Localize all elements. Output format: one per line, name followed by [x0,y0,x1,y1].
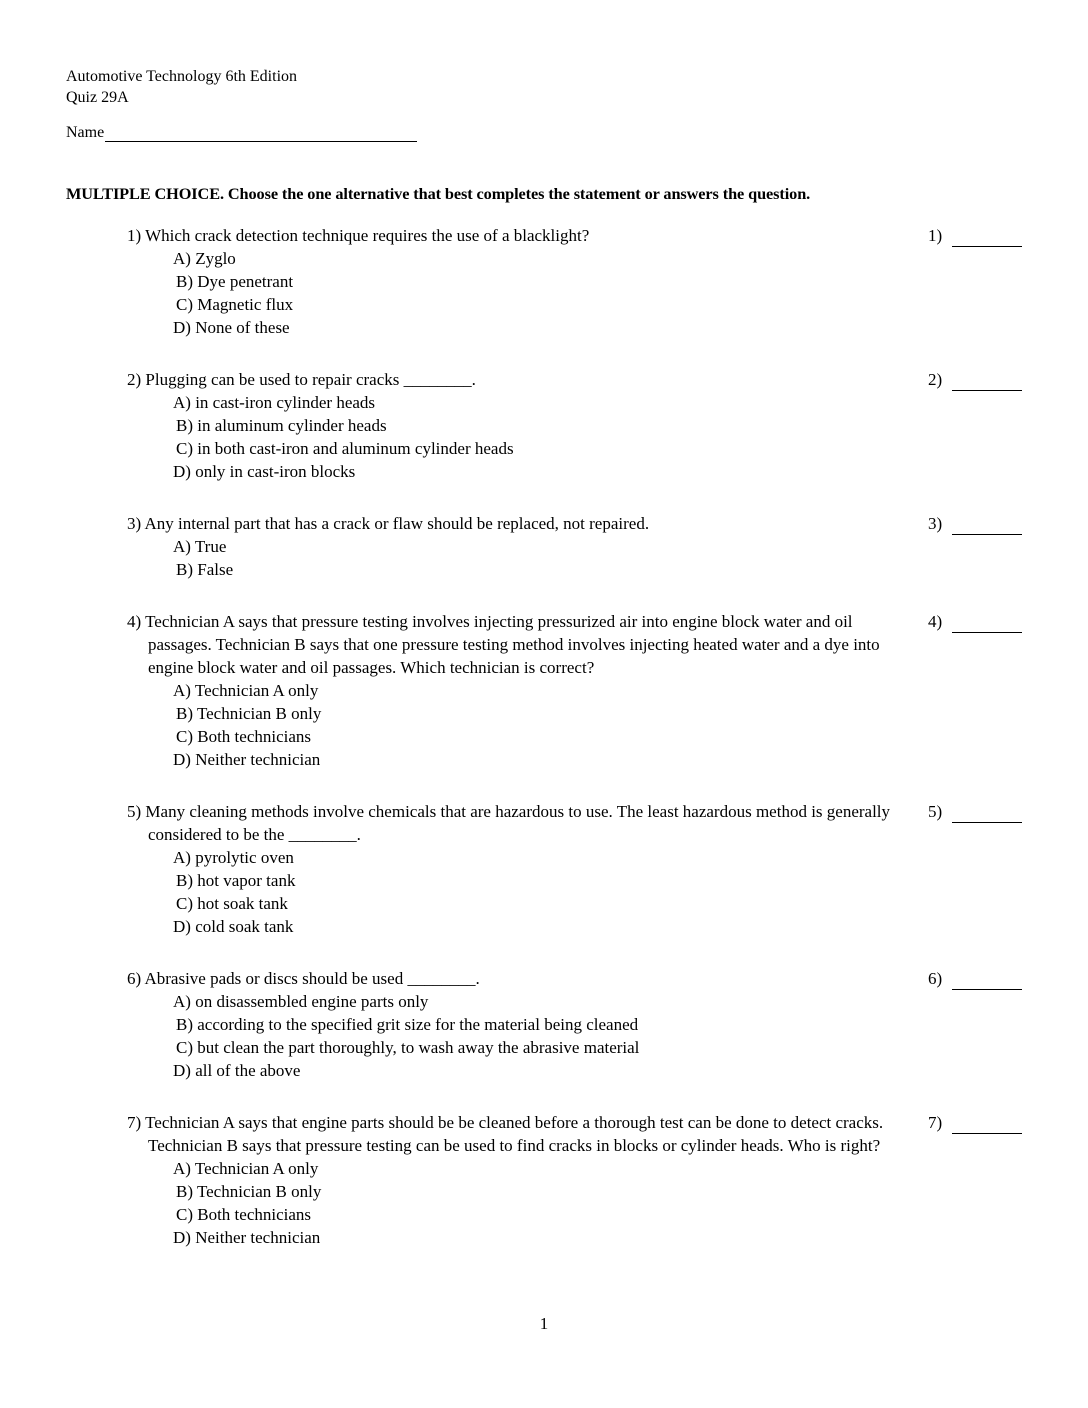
answer-number: 2) [928,370,943,389]
answer-blank-line [952,972,1022,990]
question-2 [127,368,917,483]
choice-list [127,1157,917,1249]
choice-c: C) in both cast-iron and aluminum cylinder heads [176,439,514,458]
answer-blank-line [952,805,1022,823]
book-title: Automotive Technology 6th Edition [66,68,298,85]
choice-c: C) but clean the part thoroughly, to wash away the abrasive material [176,1038,640,1057]
question-6 [127,967,917,1082]
choice-b: B) hot vapor tank [176,871,296,890]
choice-list [127,247,917,339]
quiz-title: Quiz 29A [66,89,129,106]
answer-slot-3 [928,512,1022,535]
choice-c: C) Both technicians [176,727,312,746]
choice-d: D) Neither technician [173,1228,321,1247]
answer-number: 4) [928,612,943,631]
answer-blank-line [952,229,1022,247]
answer-number: 3) [928,514,943,533]
choice-list [127,391,917,483]
choice-c: C) Magnetic flux [176,295,294,314]
choice-d: D) only in cast-iron blocks [173,462,356,481]
question-3 [127,512,917,581]
choice-a: A) True [173,537,227,556]
question-5 [127,800,917,938]
question-1 [127,224,917,339]
question-stem: 5) Many cleaning methods involve chemicals that are hazardous to use. The least hazardous method is generally considered to be the ________. [127,802,891,844]
choice-list [127,846,917,938]
choice-a: A) Technician A only [173,1159,319,1178]
choice-a: A) in cast-iron cylinder heads [173,393,376,412]
choice-c: C) Both technicians [176,1205,312,1224]
answer-number: 5) [928,802,943,821]
choice-d: D) None of these [173,318,290,337]
choice-list [127,535,917,581]
choice-b: B) in aluminum cylinder heads [176,416,387,435]
answer-slot-1 [928,224,1022,247]
choice-c: C) hot soak tank [176,894,288,913]
choice-d: D) all of the above [173,1061,301,1080]
choice-list [127,679,917,771]
answer-number: 6) [928,969,943,988]
question-stem: 6) Abrasive pads or discs should be used ________. [127,969,480,988]
choice-a: A) Technician A only [173,681,319,700]
question-stem: 4) Technician A says that pressure testing involves injecting pressurized air into engine block water and oil passages. Technician B says that one pressure testing method involves injecting heated water and a dye into engine block water and oil passages. Which technician is correct? [127,612,880,677]
answer-slot-6 [928,967,1022,990]
choice-b: B) Technician B only [176,704,322,723]
answer-blank-line [952,517,1022,535]
choice-a: A) pyrolytic oven [173,848,294,867]
question-stem: 3) Any internal part that has a crack or flaw should be replaced, not repaired. [127,514,650,533]
choice-a: A) Zyglo [173,249,236,268]
name-field [66,124,417,142]
answer-slot-7 [928,1111,1022,1134]
question-7 [127,1111,917,1249]
name-blank-line [105,124,417,142]
choice-b: B) Technician B only [176,1182,322,1201]
choice-d: D) Neither technician [173,750,321,769]
question-stem: 2) Plugging can be used to repair cracks ________. [127,370,476,389]
choice-d: D) cold soak tank [173,917,294,936]
choice-list [127,990,917,1082]
choice-a: A) on disassembled engine parts only [173,992,429,1011]
question-stem: 1) Which crack detection technique requires the use of a blacklight? [127,226,590,245]
answer-number: 1) [928,226,943,245]
name-label: Name [66,124,105,141]
answer-blank-line [952,373,1022,391]
answer-slot-2 [928,368,1022,391]
choice-b: B) False [176,560,234,579]
question-stem: 7) Technician A says that engine parts should be be cleaned before a thorough test can be done to detect cracks. Technician B says that pressure testing can be used to find cracks in blocks or cylinder heads. Who is right? [127,1113,884,1155]
choice-b: B) according to the specified grit size for the material being cleaned [176,1015,639,1034]
section-instructions: MULTIPLE CHOICE. Choose the one alternative that best completes the statement or answers the question. [66,184,811,203]
answer-slot-5 [928,800,1022,823]
choice-b: B) Dye penetrant [176,272,294,291]
document-header [66,66,297,108]
answer-number: 7) [928,1113,943,1132]
answer-slot-4 [928,610,1022,633]
answer-blank-line [952,615,1022,633]
answer-blank-line [952,1116,1022,1134]
page-number: 1 [539,1314,549,1333]
question-4 [127,610,917,771]
